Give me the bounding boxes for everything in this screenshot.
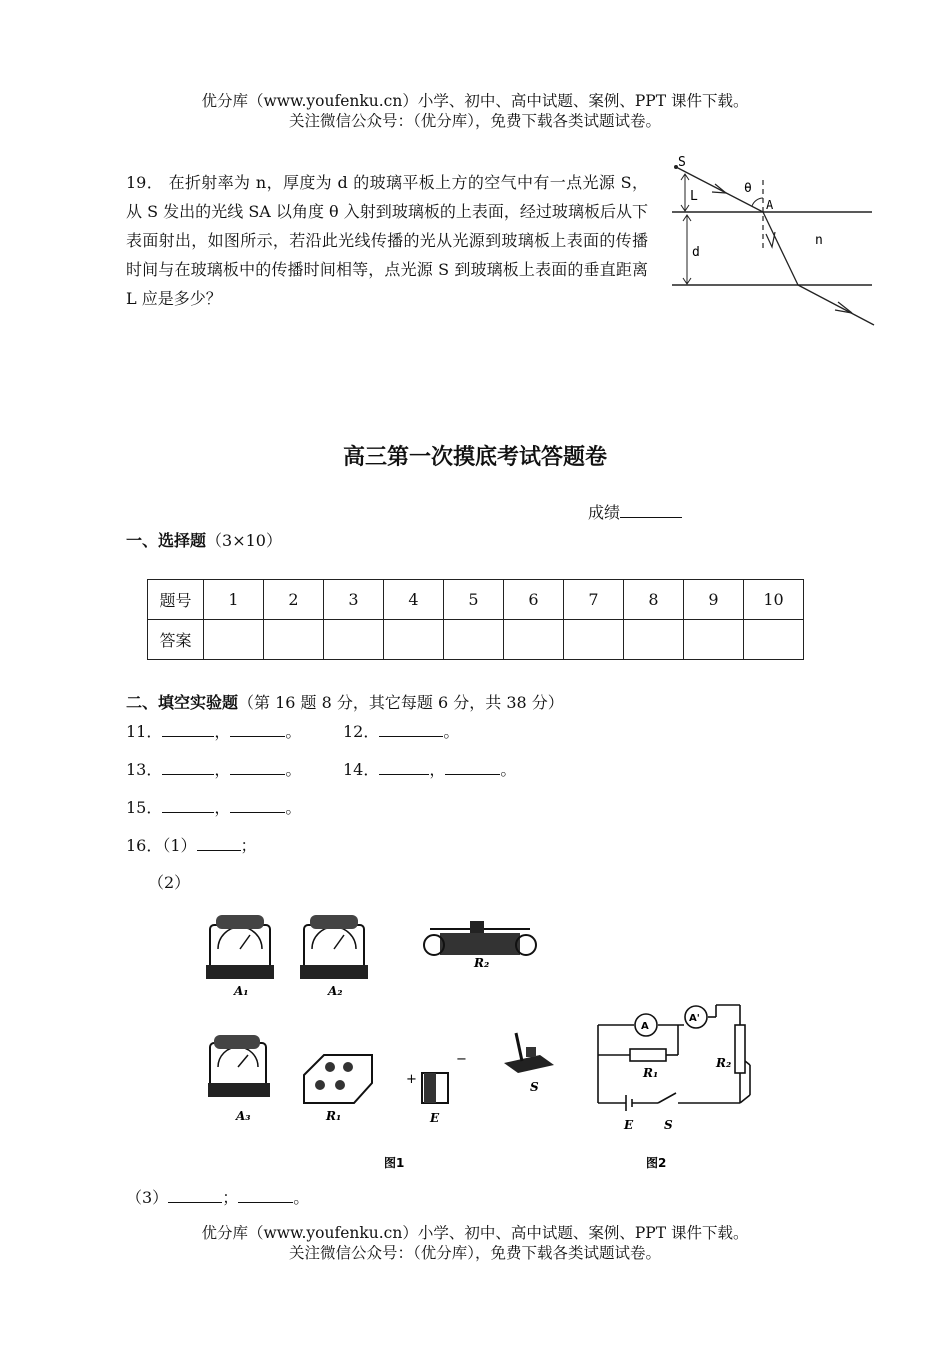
ammeter-a1-icon: [206, 915, 274, 979]
q16-blank-1[interactable]: [197, 836, 241, 851]
period: 。: [293, 1188, 310, 1207]
label-R1: R₁: [326, 1109, 342, 1123]
fill-q16-1: [126, 833, 257, 856]
label-A2: A₂: [328, 984, 343, 998]
col-number: 3: [324, 580, 384, 620]
section-1-note: （3×10）: [206, 531, 282, 550]
label-L: L: [690, 189, 698, 204]
q16-label: 16．（1）: [126, 836, 197, 855]
answer-cell[interactable]: [624, 620, 684, 660]
label-S: S: [678, 155, 686, 170]
figure-1-caption: 图1: [384, 1156, 405, 1170]
q16-3-blank-1[interactable]: [168, 1188, 222, 1203]
label-S: S: [530, 1080, 539, 1094]
q11-blank-2[interactable]: [230, 722, 285, 737]
section-2-title: 二、填空实验题: [126, 693, 239, 712]
table-row: [148, 620, 804, 660]
q13-label: 13．: [126, 760, 163, 779]
period: 。: [285, 798, 302, 817]
label-d: d: [692, 245, 700, 260]
q11-label: 11．: [126, 722, 163, 741]
row-label-number: 题号: [148, 580, 204, 620]
label-R2: R₂: [474, 956, 490, 970]
col-number: 8: [624, 580, 684, 620]
row-label-answer: 答案: [148, 620, 204, 660]
q14-label: 14．: [343, 760, 380, 779]
table-row: [148, 580, 804, 620]
q14-blank-1[interactable]: [379, 760, 429, 775]
footer-line-1: 优分库（www.youfenku.cn）小学、初中、高中试题、案例、PPT 课件下载。: [201, 1224, 749, 1242]
comma: ，: [214, 798, 231, 817]
section-2-note: （第 16 题 8 分，其它每题 6 分，共 38 分）: [238, 693, 564, 712]
q13-blank-2[interactable]: [230, 760, 285, 775]
q16-3-blank-2[interactable]: [238, 1188, 293, 1203]
score-blank[interactable]: [620, 503, 682, 518]
col-number: 1: [204, 580, 264, 620]
section-2-heading: [126, 690, 564, 713]
col-number: 9: [684, 580, 744, 620]
semicolon: ；: [240, 836, 257, 855]
svg-text:+: +: [406, 1072, 417, 1087]
fill-q11: [126, 719, 301, 742]
col-number: 4: [384, 580, 444, 620]
label-circuit-A: A: [641, 1021, 649, 1032]
q15-label: 15．: [126, 798, 163, 817]
answer-cell[interactable]: [324, 620, 384, 660]
comma: ，: [429, 760, 446, 779]
q15-blank-2[interactable]: [230, 798, 285, 813]
switch-icon: [504, 1033, 554, 1073]
resistor-box-r1-icon: [304, 1055, 372, 1103]
circuit-figures: [200, 905, 760, 1180]
refraction-diagram: [660, 150, 890, 335]
figure-2-caption: 图2: [646, 1156, 667, 1170]
fill-q12: [343, 719, 459, 742]
semicolon: ；: [222, 1188, 239, 1207]
page-title: 高三第一次摸底考试答题卷: [342, 444, 607, 470]
col-number: 10: [744, 580, 804, 620]
q14-blank-2[interactable]: [445, 760, 500, 775]
comma: ，: [214, 722, 231, 741]
header-line-1: 优分库（www.youfenku.cn）小学、初中、高中试题、案例、PPT 课件下载。: [201, 92, 749, 110]
footer-line-2: 关注微信公众号：（优分库），免费下载各类试题试卷。: [288, 1244, 661, 1262]
answer-cell[interactable]: [444, 620, 504, 660]
col-number: 2: [264, 580, 324, 620]
battery-icon: [406, 1052, 467, 1103]
answer-cell[interactable]: [564, 620, 624, 660]
header-line-2: 关注微信公众号：（优分库），免费下载各类试题试卷。: [288, 112, 661, 130]
period: 。: [285, 722, 302, 741]
q13-blank-1[interactable]: [162, 760, 214, 775]
score-field: [588, 500, 682, 523]
answer-table: [147, 579, 804, 660]
fill-q16-3: [126, 1185, 309, 1208]
ammeter-a3-icon: [208, 1035, 270, 1097]
comma: ，: [214, 760, 231, 779]
answer-cell[interactable]: [504, 620, 564, 660]
label-circuit-A-prime: A': [689, 1013, 700, 1024]
svg-text:−: −: [456, 1052, 467, 1067]
fill-q16-2: （2）: [148, 873, 191, 892]
label-circuit-S: S: [664, 1118, 673, 1132]
col-number: 5: [444, 580, 504, 620]
label-A: A: [766, 198, 774, 212]
question-19-text: 19． 在折射率为 n，厚度为 d 的玻璃平板上方的空气中有一点光源 S，从 S 发出的光线 SA 以角度 θ 入射到玻璃板的上表面，经过玻璃板后从下表面射出，如图所示，若沿此光线传播的光从光源到玻璃板上表面的传播时间与在玻璃板中的传播时间相等，点光源 S 到玻璃板上表面的垂直距离 L 应是多少？: [126, 173, 648, 308]
rheostat-r2-icon: [424, 921, 536, 955]
answer-cell[interactable]: [384, 620, 444, 660]
label-A3: A₃: [236, 1109, 251, 1123]
q16-3-label: （3）: [126, 1188, 169, 1207]
ammeter-a2-icon: [300, 915, 368, 979]
period: 。: [443, 722, 460, 741]
label-A1: A₁: [234, 984, 249, 998]
period: 。: [500, 760, 517, 779]
col-number: 7: [564, 580, 624, 620]
label-circuit-E: E: [624, 1118, 634, 1132]
answer-cell[interactable]: [684, 620, 744, 660]
label-theta: θ: [744, 181, 752, 196]
answer-cell[interactable]: [744, 620, 804, 660]
label-n: n: [815, 233, 823, 248]
period: 。: [285, 760, 302, 779]
fill-q13: [126, 757, 301, 780]
q11-blank-1[interactable]: [162, 722, 214, 737]
answer-cell[interactable]: [264, 620, 324, 660]
label-E: E: [430, 1111, 440, 1125]
q12-blank-1[interactable]: [379, 722, 443, 737]
label-circuit-R1: R₁: [643, 1066, 659, 1080]
col-number: 6: [504, 580, 564, 620]
score-label: 成绩: [588, 503, 621, 522]
fill-q14: [343, 757, 516, 780]
section-1-title: 一、选择题: [126, 531, 207, 550]
fill-q15: [126, 795, 301, 818]
q15-blank-1[interactable]: [162, 798, 214, 813]
section-1-heading: [126, 528, 282, 551]
q12-label: 12．: [343, 722, 380, 741]
answer-cell[interactable]: [204, 620, 264, 660]
label-circuit-R2: R₂: [716, 1056, 732, 1070]
